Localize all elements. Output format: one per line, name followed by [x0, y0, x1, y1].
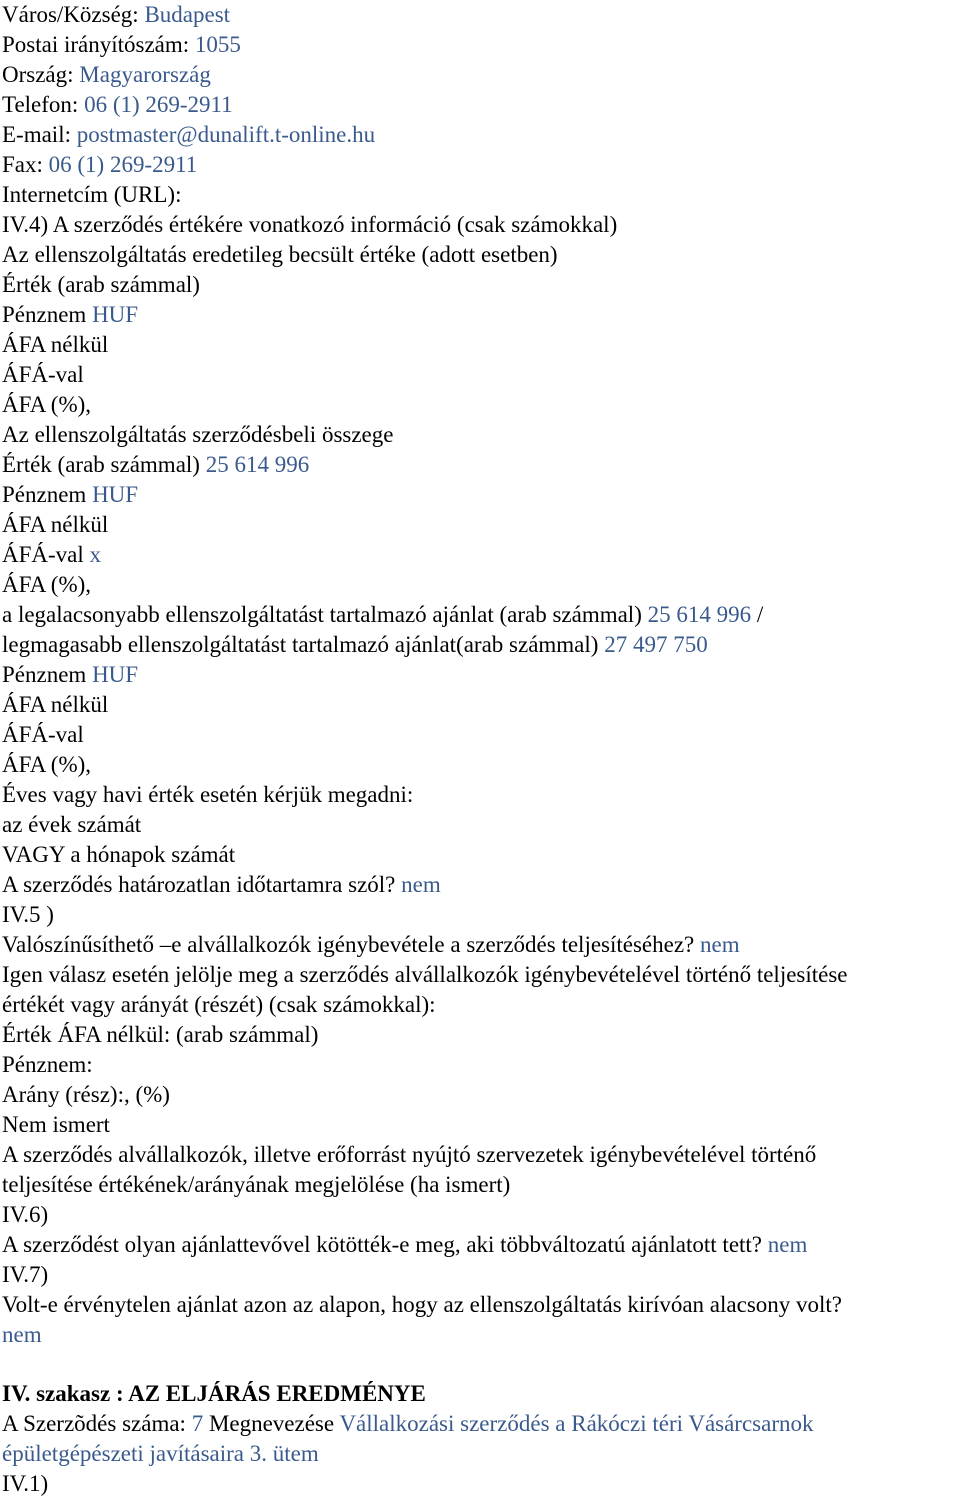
text-line [2, 390, 960, 420]
text-line [2, 600, 960, 630]
field-label: Nem ismert [2, 1112, 110, 1137]
field-label: Telefon: [2, 92, 85, 117]
field-label: Érték (arab számmal) [2, 272, 200, 297]
field-label: Postai irányítószám: [2, 32, 195, 57]
section-heading: IV. szakasz : AZ ELJÁRÁS EREDMÉNYE [2, 1381, 426, 1406]
text-line [2, 1080, 960, 1110]
text-line [2, 0, 960, 30]
field-label: A szerződés határozatlan időtartamra szól? [2, 872, 402, 897]
field-value: Vállalkozási szerződés a Rákóczi téri Vásárcsarnok [339, 1411, 814, 1436]
field-label: Az ellenszolgáltatás szerződésbeli összege [2, 422, 394, 447]
field-label: VAGY a hónapok számát [2, 842, 236, 867]
text-line [2, 690, 960, 720]
field-label: IV.4) A szerződés értékére vonatkozó információ (csak számokkal) [2, 212, 618, 237]
field-label: A szerződést olyan ajánlattevővel kötötték-e meg, aki többváltozatú ajánlatott tett? [2, 1232, 768, 1257]
field-value: postmaster@dunalift.t-online.hu [76, 122, 376, 147]
text-line [2, 810, 960, 840]
text-line [2, 1290, 960, 1320]
text-line [2, 60, 960, 90]
field-label: Ország: [2, 62, 80, 87]
field-label: Éves vagy havi érték esetén kérjük megadni: [2, 782, 414, 807]
text-line [2, 960, 960, 990]
field-label: Valószínűsíthető –e alvállalkozók igénybevétele a szerződés teljesítéséhez? [2, 932, 701, 957]
text-line [2, 1320, 960, 1350]
field-label: A szerződés alvállalkozók, illetve erőforrást nyújtó szervezetek igénybevételével történő [2, 1142, 817, 1167]
text-line [2, 930, 960, 960]
field-label: az évek számát [2, 812, 142, 837]
text-line [2, 840, 960, 870]
field-label: Volt-e érvénytelen ajánlat azon az alapon, hogy az ellenszolgáltatás kirívóan alacsony volt? [2, 1292, 843, 1317]
text-line [2, 750, 960, 780]
text-line [2, 30, 960, 60]
text-line [2, 1020, 960, 1050]
text-line [2, 330, 960, 360]
field-value: nem [401, 872, 441, 897]
field-label: ÁFA (%), [2, 572, 92, 597]
field-value: nem [700, 932, 740, 957]
field-value: nem [767, 1232, 808, 1257]
text-line [2, 120, 960, 150]
field-value: 1055 [194, 32, 241, 57]
text-line [2, 720, 960, 750]
field-label: a legalacsonyabb ellenszolgáltatást tartalmazó ajánlat (arab számmal) [2, 602, 648, 627]
field-value: Budapest [144, 2, 231, 27]
text-line [2, 150, 960, 180]
text-line [2, 540, 960, 570]
text-line [2, 1409, 960, 1439]
text-line [2, 1110, 960, 1140]
text-line [2, 570, 960, 600]
text-line [2, 420, 960, 450]
field-value: 27 497 750 [604, 632, 708, 657]
text-line [2, 1170, 960, 1200]
field-label: Érték (arab számmal) [2, 452, 206, 477]
field-label: legmagasabb ellenszolgáltatást tartalmazó ajánlat(arab számmal) [2, 632, 605, 657]
field-label: Igen válasz esetén jelölje meg a szerződés alvállalkozók igénybevételével történő teljesítése [2, 962, 848, 987]
field-label: IV.6) [2, 1202, 49, 1227]
text-line [2, 360, 960, 390]
text-line [2, 1230, 960, 1260]
field-value: 06 (1) 269-2911 [84, 92, 233, 117]
field-label: ÁFA nélkül [2, 692, 109, 717]
field-label: / [751, 602, 764, 627]
field-label: E-mail: [2, 122, 77, 147]
text-line [2, 90, 960, 120]
text-line [2, 990, 960, 1020]
text-line [2, 1200, 960, 1230]
field-value: HUF [92, 482, 139, 507]
field-label: Pénznem [2, 482, 93, 507]
field-value: Magyarország [79, 62, 211, 87]
field-label: IV.5 ) [2, 902, 54, 927]
field-label: IV.1) [2, 1471, 49, 1496]
field-label: ÁFA (%), [2, 752, 92, 777]
text-line [2, 870, 960, 900]
field-label: ÁFÁ-val [2, 542, 90, 567]
field-value: HUF [92, 662, 139, 687]
text-line [2, 270, 960, 300]
text-line [2, 1469, 960, 1499]
field-value: épületgépészeti javításaira 3. ütem [2, 1441, 319, 1466]
field-label: értékét vagy arányát (részét) (csak számokkal): [2, 992, 436, 1017]
field-label: Pénznem: [2, 1052, 93, 1077]
field-label: Megnevezése [203, 1411, 340, 1436]
field-label: ÁFÁ-val [2, 722, 84, 747]
field-value: 06 (1) 269-2911 [48, 152, 198, 177]
field-value: 7 [191, 1411, 204, 1436]
field-label: Fax: [2, 152, 49, 177]
text-line [2, 780, 960, 810]
text-line [2, 630, 960, 660]
field-value: 25 614 996 [647, 602, 752, 627]
text-line [2, 1439, 960, 1469]
field-value: 25 614 996 [205, 452, 310, 477]
field-label: IV.7) [2, 1262, 49, 1287]
text-line [2, 1260, 960, 1290]
text-line [2, 510, 960, 540]
text-line [2, 450, 960, 480]
field-label: ÁFA nélkül [2, 332, 109, 357]
text-line [2, 900, 960, 930]
text-line [2, 660, 960, 690]
field-label: Az ellenszolgáltatás eredetileg becsült értéke (adott esetben) [2, 242, 558, 267]
text-line [2, 240, 960, 270]
field-label: Pénznem [2, 662, 93, 687]
text-line [2, 480, 960, 510]
field-label: ÁFA (%), [2, 392, 92, 417]
blank-line [2, 1350, 960, 1379]
field-label: Város/Község: [2, 2, 145, 27]
field-value: x [89, 542, 102, 567]
field-label: ÁFÁ-val [2, 362, 84, 387]
field-label: teljesítése értékének/arányának megjelölése (ha ismert) [2, 1172, 511, 1197]
field-label: Internetcím (URL): [2, 182, 182, 207]
text-line [2, 1140, 960, 1170]
field-label: ÁFA nélkül [2, 512, 109, 537]
field-label: A Szerzõdés száma: [2, 1411, 192, 1436]
field-value: HUF [92, 302, 139, 327]
field-label: Pénznem [2, 302, 93, 327]
text-line [2, 1379, 960, 1409]
text-line [2, 300, 960, 330]
text-line [2, 210, 960, 240]
text-line [2, 180, 960, 210]
field-label: Érték ÁFA nélkül: (arab számmal) [2, 1022, 319, 1047]
field-value: nem [2, 1322, 42, 1347]
field-label: Arány (rész):, (%) [2, 1082, 170, 1107]
text-line [2, 1050, 960, 1080]
